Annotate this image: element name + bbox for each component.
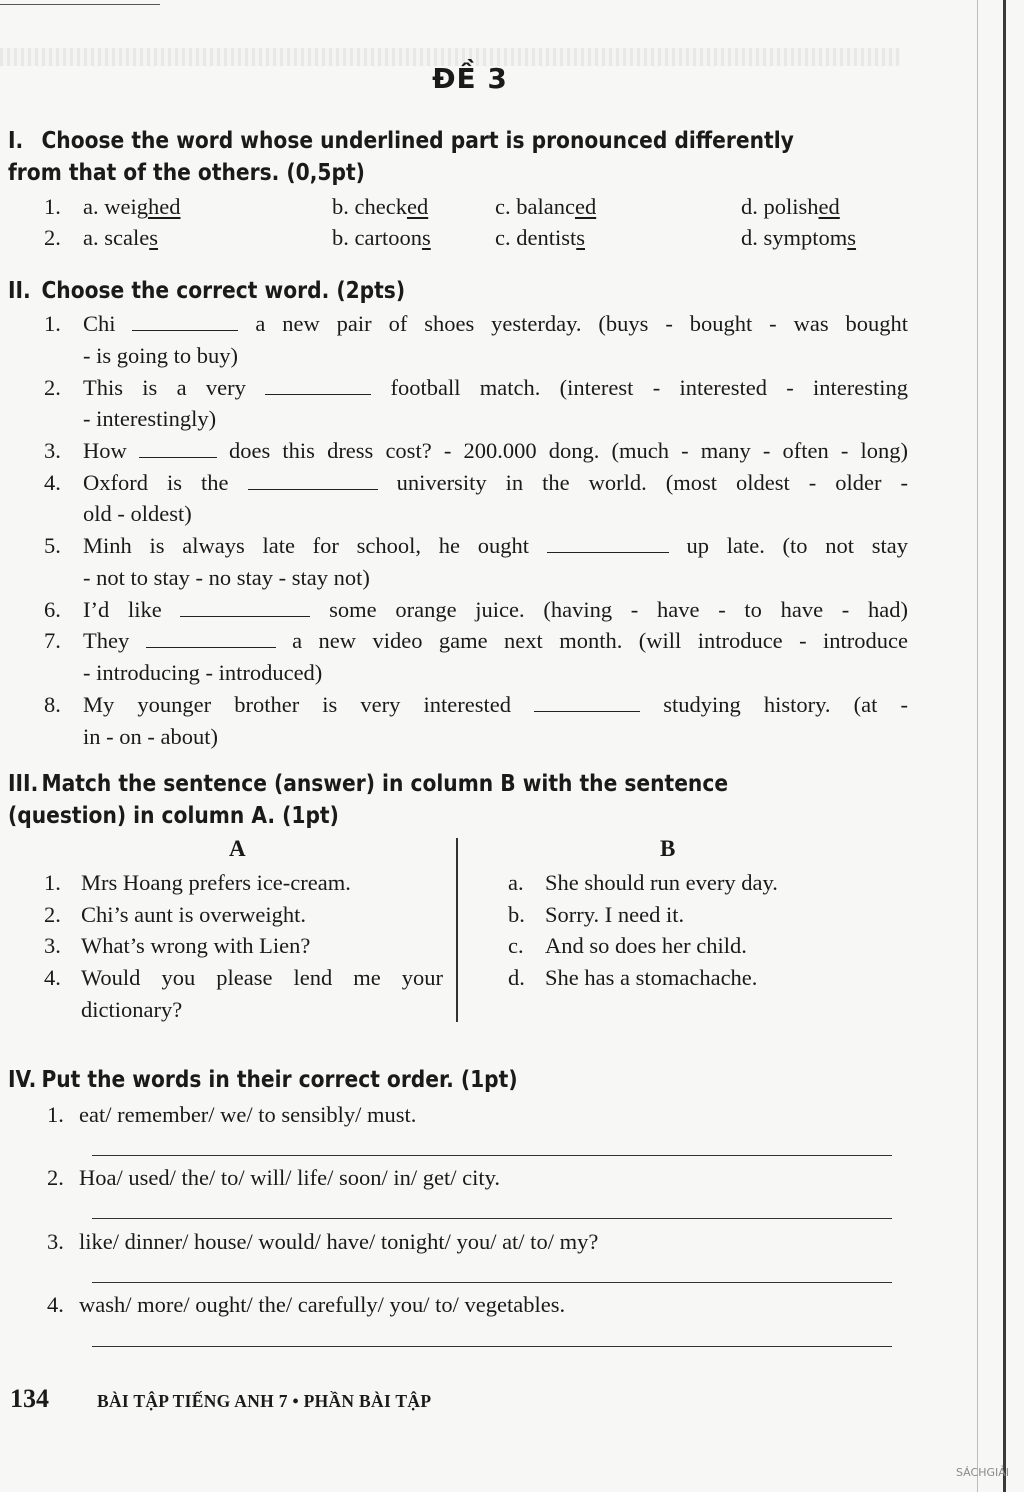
page-edge [977,0,978,1492]
question-line: How does this dress cost? - 200.000 dong. (much - many - often - long) [83,438,908,463]
answer-blank[interactable] [547,534,669,553]
question-line: Oxford is the university in the world. (most oldest - older - [83,470,909,495]
section-title: Choose the correct word. (2pts) [41,278,406,304]
match-a-text: Chi’s aunt is overweight. [81,902,306,927]
section-number: III. [8,771,39,797]
question-line: This is a very football match. (interest - interested - interesting [83,375,909,400]
section-title: Choose the word whose underlined part is pronounced differently from that of the others. (0,5pt) [8,128,794,186]
match-b-letter: d. [508,965,525,990]
answer-blank[interactable] [248,471,378,490]
answer-blank[interactable] [180,598,310,617]
item-number: 1. [47,1102,64,1127]
question-line: - is going to buy) [83,343,238,368]
question-line: in - on - about) [83,724,218,749]
page-title: ĐỀ 3 [432,62,508,95]
item-number: 2. [47,1165,64,1190]
match-a-text: What’s wrong with Lien? [81,933,311,958]
answer-blank[interactable] [146,629,276,648]
word-order-prompt: Hoa/ used/ the/ to/ will/ life/ soon/ in/ get/ city. [79,1165,500,1190]
watermark-logo: SÁCHGIẢI [956,1466,1010,1479]
question-line: My younger brother is very interested studying history. (at - [83,692,908,717]
option-a: a. scales [83,225,158,250]
column-a-header: A [229,836,246,861]
match-a-text: Mrs Hoang prefers ice-cream. [81,870,351,895]
question-line: I’d like some orange juice. (having - have - to have - had) [83,597,908,622]
answer-line[interactable] [92,1155,892,1156]
option-d: d. symptoms [741,225,857,250]
item-number: 1. [44,194,61,219]
match-b-text: She should run every day. [545,870,778,895]
item-number: 7. [44,628,61,653]
section-title: Match the sentence (answer) in column B with the sentence (question) in column A. (1pt) [8,771,729,829]
match-a-text: dictionary? [81,997,183,1022]
section-1-heading [8,125,805,189]
match-a-number: 3. [44,933,61,958]
item-number: 1. [44,311,61,336]
word-order-prompt: like/ dinner/ house/ would/ have/ tonight/ you/ at/ to/ my? [79,1229,599,1254]
word-order-prompt: eat/ remember/ we/ to sensibly/ must. [79,1102,417,1127]
section-number: IV. [8,1067,37,1093]
running-footer: BÀI TẬP TIẾNG ANH 7 • PHẦN BÀI TẬP [97,1391,432,1411]
item-number: 2. [44,375,61,400]
question-line: - introducing - introduced) [83,660,323,685]
match-b-text: And so does her child. [545,933,747,958]
match-a-text: Would you please lend me your [81,965,443,990]
match-b-letter: c. [508,933,524,958]
item-number: 4. [44,470,61,495]
answer-line[interactable] [92,1218,892,1219]
match-a-number: 1. [44,870,61,895]
column-b-header: B [660,836,676,861]
option-c: c. dentists [495,225,585,250]
option-d: d. polished [741,194,840,219]
match-b-text: She has a stomachache. [545,965,758,990]
answer-blank[interactable] [265,376,371,395]
section-4-heading [8,1064,805,1096]
question-line: Chi a new pair of shoes yesterday. (buys - bought - was bought [83,311,909,336]
answer-blank[interactable] [534,693,640,712]
item-number: 4. [47,1292,64,1317]
section-number: II. [8,278,31,304]
match-a-number: 4. [44,965,61,990]
item-number: 2. [44,225,61,250]
question-line: - interestingly) [83,406,217,431]
item-number: 5. [44,533,61,558]
question-line: They a new video game next month. (will introduce - introduce [83,628,908,653]
section-title: Put the words in their correct order. (1pt) [41,1067,518,1093]
question-line: Minh is always late for school, he ought up late. (to not stay [83,533,909,558]
option-a: a. weighed [83,194,181,219]
item-number: 3. [47,1229,64,1254]
match-b-letter: a. [508,870,524,895]
page-spine [1003,0,1006,1492]
page-number: 134 [10,1384,49,1413]
answer-blank[interactable] [139,439,217,458]
section-number: I. [8,128,24,154]
option-c: c. balanced [495,194,597,219]
match-b-letter: b. [508,902,525,927]
question-line: old - oldest) [83,501,192,526]
answer-line[interactable] [92,1282,892,1283]
match-a-number: 2. [44,902,61,927]
section-3-heading [8,768,805,832]
item-number: 6. [44,597,61,622]
top-rule [0,4,160,5]
column-divider [456,838,458,1022]
item-number: 8. [44,692,61,717]
option-b: b. checked [332,194,429,219]
option-b: b. cartoons [332,225,431,250]
question-line: - not to stay - no stay - stay not) [83,565,370,590]
match-b-text: Sorry. I need it. [545,902,685,927]
word-order-prompt: wash/ more/ ought/ the/ carefully/ you/ to/ vegetables. [79,1292,566,1317]
answer-blank[interactable] [132,312,238,331]
answer-line[interactable] [92,1346,892,1347]
section-2-heading [8,275,805,307]
item-number: 3. [44,438,61,463]
